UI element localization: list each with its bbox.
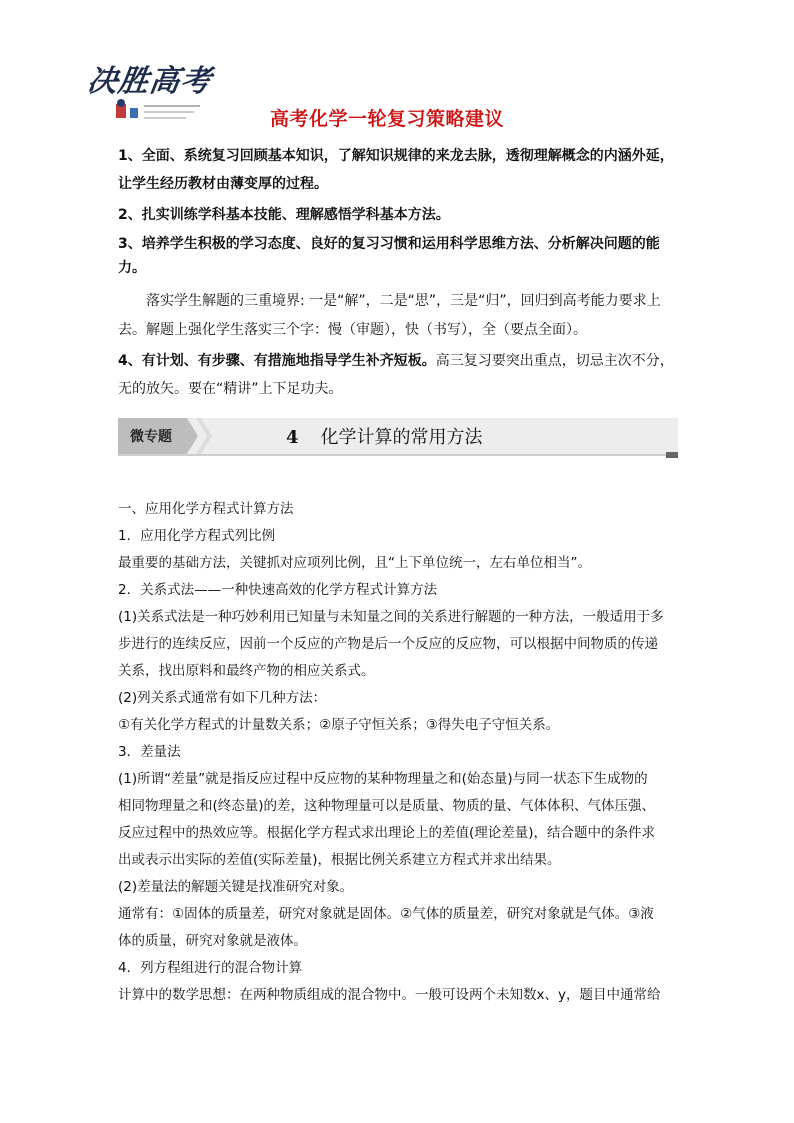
subsection-2-p3: ①有关化学方程式的计量数关系；②原子守恒关系；③得失电子守恒关系。 [118,717,560,733]
logo-subtitle-art-icon [96,98,206,124]
subsection-2-p2: (2)列关系式通常有如下几种方法： [118,690,327,706]
realm-line-2: 去。解题上强化学生落实三个字：慢（审题），快（书写），全（要点全面）。 [118,322,587,338]
banner-title-text: 化学计算的常用方法 [320,427,483,448]
banner-tag-label: 微专题 [130,429,172,445]
subsection-2-p1-line-2: 步进行的连续反应，因前一个反应的产物是后一个反应的反应物，可以根据中间物质的传递 [118,636,658,652]
advice-item-3: 3、培养学生积极的学习态度、良好的复习习惯和运用科学思维方法、分析解决问题的能力。 [118,236,660,276]
subsection-2-p1-line-1: (1)关系式法是一种巧妙利用已知量与未知量之间的关系进行解题的一种方法，一般适用于多 [118,609,664,625]
page-title: 高考化学一轮复习策略建议 [270,108,505,130]
subsection-4-title: 4．列方程组进行的混合物计算 [118,960,303,976]
banner-end-mark [666,452,678,458]
realm-line-1: 落实学生解题的三重境界: 一是“解”，二是“思”，三是“归”，回归到高考能力要求上 [146,293,661,309]
subsection-3-p3-line-1: 通常有：①固体的质量差，研究对象就是固体。②气体的质量差，研究对象就是气体。③液 [118,906,654,922]
banner-underline [118,454,678,456]
subsection-1-text: 最重要的基础方法，关键抓对应项列比例，且“上下单位统一，左右单位相当”。 [118,555,591,571]
banner-title [286,423,483,449]
subsection-2-p1-line-3: 关系，找出原料和最终产物的相应关系式。 [118,663,375,679]
advice-item-4-line-2: 无的放矢。要在“精讲”上下足功夫。 [118,381,343,397]
topic-banner [118,418,678,458]
subsection-3-p1-line-3: 反应过程中的热效应等。根据化学方程式求出理论上的差值(理论差量)，结合题中的条件求 [118,825,656,841]
logo-text: 决胜高考 [85,64,214,99]
logo [85,56,214,126]
subsection-3-p1-line-2: 相同物理量之和(终态量)的差，这种物理量可以是质量、物质的量、气体体积、气体压强、 [118,798,656,814]
subsection-3-p2: (2)差量法的解题关键是找准研究对象。 [118,879,354,895]
advice-item-4-bold: 4、有计划、有步骤、有措施地指导学生补齐短板。 [118,353,436,369]
subsection-1-title: 1．应用化学方程式列比例 [118,528,276,544]
advice-item-1-line-2: 让学生经历教材由薄变厚的过程。 [118,176,328,192]
subsection-4-text: 计算中的数学思想：在两种物质组成的混合物中。一般可设两个未知数x、y，题目中通常给 [118,987,661,1003]
subsection-3-p1-line-1: (1)所谓“差量”就是指反应过程中反应物的某种物理量之和(始态量)与同一状态下生成物的 [118,771,648,787]
subsection-2-title: 2．关系式法——一种快速高效的化学方程式计算方法 [118,582,438,598]
advice-item-2: 2、扎实训练学科基本技能、理解感悟学科基本方法。 [118,207,450,223]
advice-item-4-rest: 高三复习要突出重点，切忌主次不分， [435,353,674,369]
advice-item-4 [118,348,684,374]
subsection-3-p1-line-4: 出或表示出实际的差值(实际差量)，根据比例关系建立方程式并求出结果。 [118,852,561,868]
subsection-3-title: 3．差量法 [118,744,181,760]
subsection-3-p3-line-2: 体的质量，研究对象就是液体。 [118,933,307,949]
banner-number: 4 [286,427,299,448]
section-heading-1: 一、应用化学方程式计算方法 [118,501,294,517]
advice-item-1-line-1: 1、全面、系统复习回顾基本知识，了解知识规律的来龙去脉，透彻理解概念的内涵外延， [118,148,674,164]
